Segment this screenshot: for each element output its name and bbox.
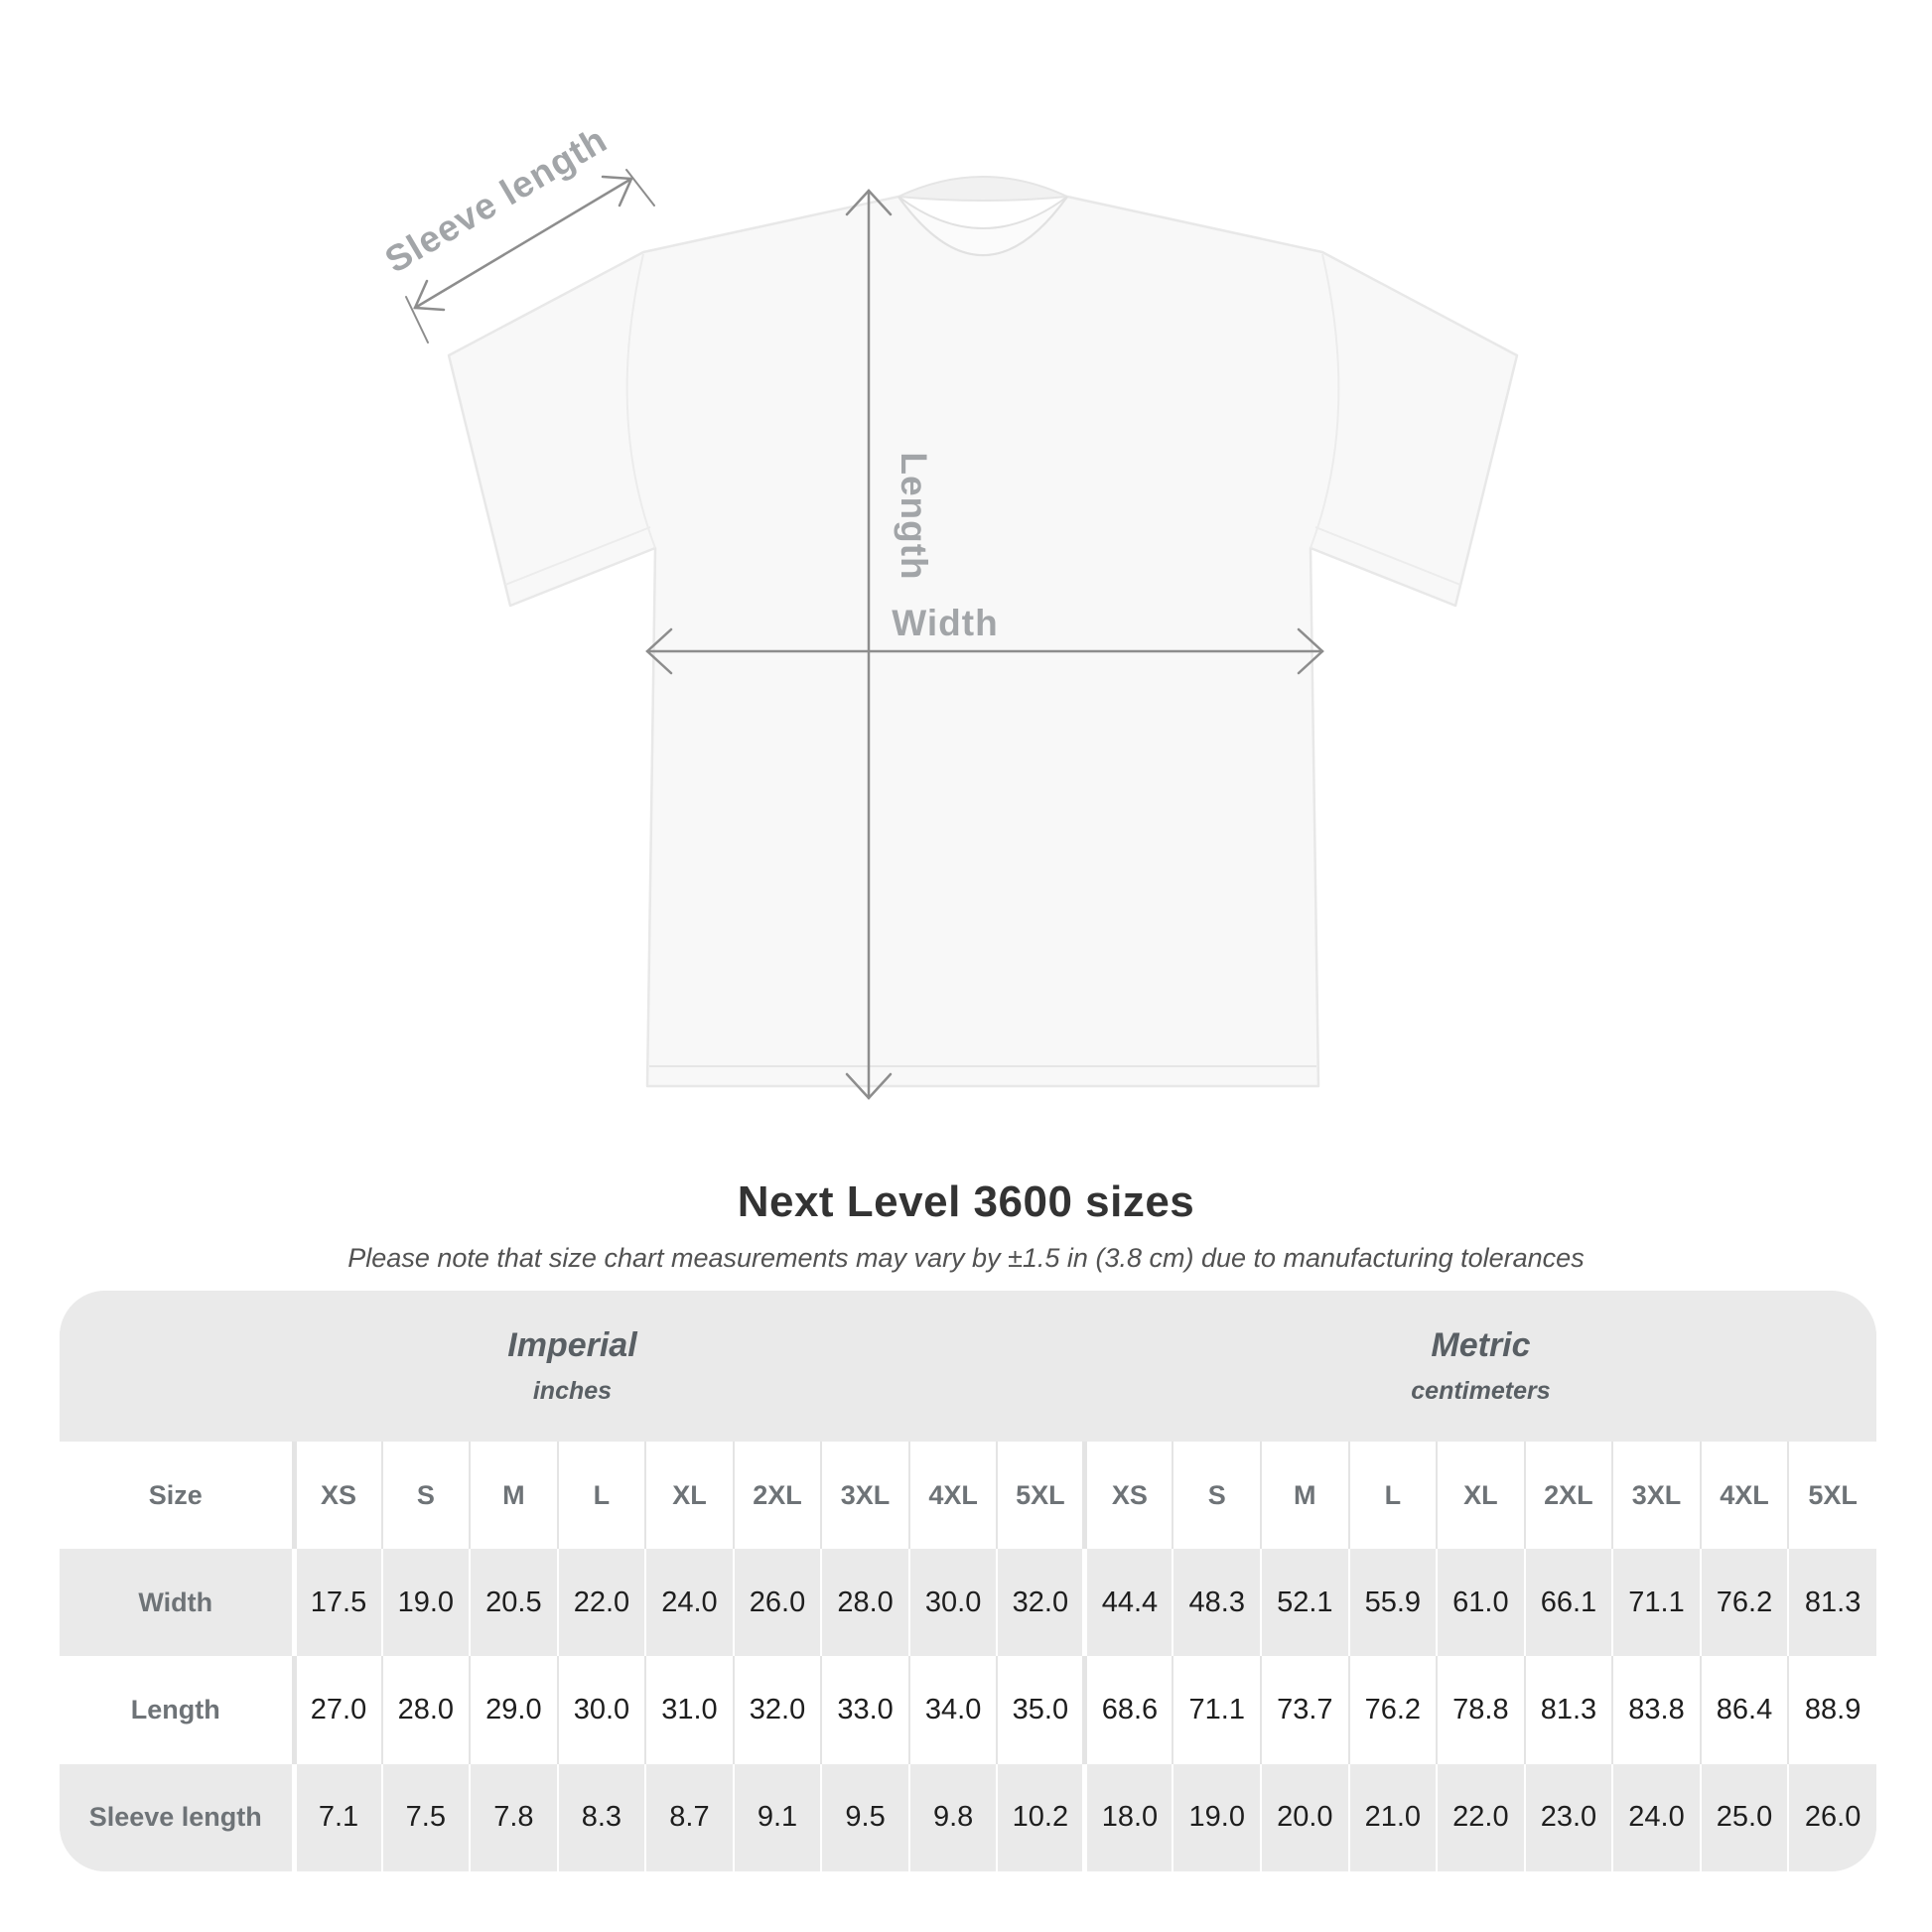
row-label: Width <box>60 1549 294 1656</box>
measurement-cell: 18.0 <box>1085 1764 1173 1871</box>
size-table-body <box>60 1549 1876 1871</box>
measurement-cell: 23.0 <box>1525 1764 1613 1871</box>
tshirt-back-collar <box>898 177 1067 201</box>
measurement-cell: 88.9 <box>1788 1656 1876 1763</box>
measurement-row <box>60 1764 1876 1871</box>
page-title: Next Level 3600 sizes <box>737 1177 1195 1226</box>
measurement-cell: 8.7 <box>645 1764 734 1871</box>
measurement-cell: 28.0 <box>382 1656 471 1763</box>
measurement-cell: 61.0 <box>1437 1549 1525 1656</box>
measurement-cell: 66.1 <box>1525 1549 1613 1656</box>
size-chart-table <box>60 1291 1876 1871</box>
sleeve-length-label: Sleeve length <box>377 118 615 281</box>
size-column-header: 5XL <box>997 1442 1085 1549</box>
tolerance-note: Please note that size chart measurements may vary by ±1.5 in (3.8 cm) due to manufacturing tolerances <box>347 1243 1585 1273</box>
measurement-cell: 86.4 <box>1701 1656 1789 1763</box>
measurement-cell: 31.0 <box>645 1656 734 1763</box>
row-label: Length <box>60 1656 294 1763</box>
measurement-cell: 32.0 <box>997 1549 1085 1656</box>
measurement-cell: 52.1 <box>1261 1549 1349 1656</box>
measurement-cell: 8.3 <box>558 1764 646 1871</box>
size-column-header: 4XL <box>1701 1442 1789 1549</box>
measurement-cell: 81.3 <box>1788 1549 1876 1656</box>
measurement-cell: 7.8 <box>470 1764 558 1871</box>
row-label: Sleeve length <box>60 1764 294 1871</box>
measurement-cell: 34.0 <box>909 1656 998 1763</box>
measurement-cell: 35.0 <box>997 1656 1085 1763</box>
measurement-cell: 28.0 <box>821 1549 909 1656</box>
measurement-cell: 10.2 <box>997 1764 1085 1871</box>
measurement-cell: 30.0 <box>909 1549 998 1656</box>
imperial-label: Imperial <box>507 1326 637 1364</box>
measurement-cell: 73.7 <box>1261 1656 1349 1763</box>
measurement-cell: 83.8 <box>1612 1656 1701 1763</box>
measurement-cell: 9.1 <box>734 1764 822 1871</box>
measurement-cell: 55.9 <box>1349 1549 1438 1656</box>
size-column-header: M <box>470 1442 558 1549</box>
measurement-cell: 33.0 <box>821 1656 909 1763</box>
size-column-header: 3XL <box>1612 1442 1701 1549</box>
size-column-header: S <box>382 1442 471 1549</box>
measurement-cell: 78.8 <box>1437 1656 1525 1763</box>
size-column-header: 5XL <box>1788 1442 1876 1549</box>
measurement-cell: 44.4 <box>1085 1549 1173 1656</box>
length-label: Length <box>894 452 934 581</box>
measurement-cell: 27.0 <box>294 1656 382 1763</box>
measurement-cell: 20.0 <box>1261 1764 1349 1871</box>
measurement-cell: 21.0 <box>1349 1764 1438 1871</box>
measurement-cell: 30.0 <box>558 1656 646 1763</box>
size-column-header: S <box>1173 1442 1261 1549</box>
size-column-header: L <box>1349 1442 1438 1549</box>
measurement-cell: 7.5 <box>382 1764 471 1871</box>
size-column-header: M <box>1261 1442 1349 1549</box>
measurement-cell: 26.0 <box>734 1549 822 1656</box>
size-column-header: Size <box>60 1442 294 1549</box>
imperial-header <box>60 1291 1085 1442</box>
size-column-header: 3XL <box>821 1442 909 1549</box>
imperial-unit-label: inches <box>532 1377 613 1405</box>
size-column-header: 4XL <box>909 1442 998 1549</box>
measurement-cell: 68.6 <box>1085 1656 1173 1763</box>
measurement-cell: 71.1 <box>1612 1549 1701 1656</box>
size-column-header: 2XL <box>734 1442 822 1549</box>
measurement-cell: 76.2 <box>1349 1656 1438 1763</box>
size-column-header: XS <box>294 1442 382 1549</box>
measurement-cell: 22.0 <box>1437 1764 1525 1871</box>
metric-header <box>1085 1291 1876 1442</box>
measurement-cell: 22.0 <box>558 1549 646 1656</box>
measurement-cell: 19.0 <box>382 1549 471 1656</box>
measurement-cell: 9.8 <box>909 1764 998 1871</box>
unit-header-row <box>60 1291 1876 1442</box>
measurement-cell: 71.1 <box>1173 1656 1261 1763</box>
measurement-cell: 48.3 <box>1173 1549 1261 1656</box>
size-column-header: XL <box>645 1442 734 1549</box>
width-label: Width <box>892 603 999 643</box>
measurement-cell: 29.0 <box>470 1656 558 1763</box>
measurement-cell: 20.5 <box>470 1549 558 1656</box>
measurement-cell: 19.0 <box>1173 1764 1261 1871</box>
size-column-header: 2XL <box>1525 1442 1613 1549</box>
measurement-cell: 9.5 <box>821 1764 909 1871</box>
measurement-cell: 76.2 <box>1701 1549 1789 1656</box>
measurement-row <box>60 1656 1876 1763</box>
size-column-header: L <box>558 1442 646 1549</box>
measurement-cell: 17.5 <box>294 1549 382 1656</box>
measurement-cell: 24.0 <box>1612 1764 1701 1871</box>
measurement-cell: 25.0 <box>1701 1764 1789 1871</box>
measurement-cell: 32.0 <box>734 1656 822 1763</box>
measurement-cell: 81.3 <box>1525 1656 1613 1763</box>
metric-label: Metric <box>1431 1326 1531 1364</box>
size-column-header: XL <box>1437 1442 1525 1549</box>
size-chart-table-container <box>60 1291 1876 1871</box>
measurement-cell: 24.0 <box>645 1549 734 1656</box>
size-header-row <box>60 1442 1876 1549</box>
size-column-header: XS <box>1085 1442 1173 1549</box>
measurement-cell: 26.0 <box>1788 1764 1876 1871</box>
measurement-row <box>60 1549 1876 1656</box>
metric-unit-label: centimeters <box>1411 1377 1551 1405</box>
measurement-cell: 7.1 <box>294 1764 382 1871</box>
